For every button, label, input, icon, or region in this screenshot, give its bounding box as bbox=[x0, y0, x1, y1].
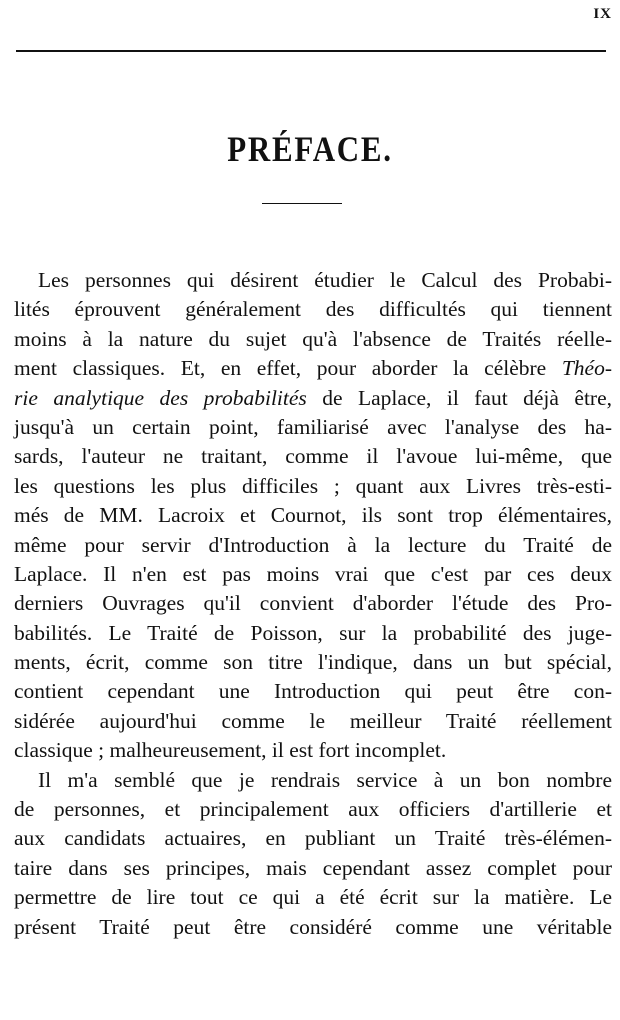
header-rule bbox=[16, 50, 606, 52]
text-line: les questions les plus difficiles ; quant aux Livres très-esti- bbox=[14, 473, 612, 498]
italic-fragment: Théo- bbox=[561, 356, 612, 381]
text-fragment: de Laplace, il faut déjà être, bbox=[306, 385, 612, 410]
text-line: babilités. Le Traité de Poisson, sur la probabilité des juge- bbox=[14, 620, 612, 645]
text-line bbox=[14, 384, 612, 413]
text-line: derniers Ouvrages qu'il convient d'aborder l'étude des Pro- bbox=[14, 591, 612, 616]
text-fragment: ment classiques. Et, en effet, pour aborder la célèbre bbox=[14, 356, 562, 381]
text-line: présent Traité peut être considéré comme une véritable bbox=[14, 914, 612, 939]
text-line: sards, l'auteur ne traitant, comme il l'avoue lui-même, que bbox=[14, 444, 612, 469]
text-line: contient cependant une Introduction qui peut être con- bbox=[14, 679, 612, 704]
text-line: aux candidats actuaires, en publiant un Traité très-élémen- bbox=[14, 826, 612, 851]
text-line: classique ; malheureusement, il est fort incomplet. bbox=[14, 738, 447, 763]
text-line: Les personnes qui désirent étudier le Calcul des Probabi- bbox=[38, 268, 612, 292]
text-line: de personnes, et principalement aux officiers d'artillerie et bbox=[14, 797, 612, 822]
page-number: IX bbox=[593, 6, 612, 22]
text-line: permettre de lire tout ce qui a été écrit sur la matière. Le bbox=[14, 885, 612, 910]
text-line: même pour servir d'Introduction à la lecture du Traité de bbox=[14, 532, 612, 557]
text-line: taire dans ses principes, mais cependant assez complet pour bbox=[14, 855, 612, 880]
body-text bbox=[14, 266, 612, 942]
text-line: Il m'a semblé que je rendrais service à un bon nombre bbox=[38, 767, 612, 792]
title-underline bbox=[262, 203, 342, 204]
italic-fragment: rie analytique des probabilités bbox=[14, 385, 307, 410]
text-line: Laplace. Il n'en est pas moins vrai que c'est par ces deux bbox=[14, 561, 612, 586]
text-line: moins à la nature du sujet qu'à l'absence de Traités réelle- bbox=[14, 326, 612, 351]
text-line: més de MM. Lacroix et Cournot, ils sont trop élémentaires, bbox=[14, 503, 612, 528]
text-line: jusqu'à un certain point, familiarisé avec l'analyse des ha- bbox=[14, 414, 612, 439]
text-line: sidérée aujourd'hui comme le meilleur Traité réellement bbox=[14, 708, 612, 733]
page-title: PRÉFACE. bbox=[227, 129, 393, 169]
text-line: lités éprouvent généralement des difficultés qui tiennent bbox=[14, 297, 612, 322]
text-line: ments, écrit, comme son titre l'indique, dans un but spécial, bbox=[14, 650, 612, 675]
text-line bbox=[14, 354, 612, 383]
